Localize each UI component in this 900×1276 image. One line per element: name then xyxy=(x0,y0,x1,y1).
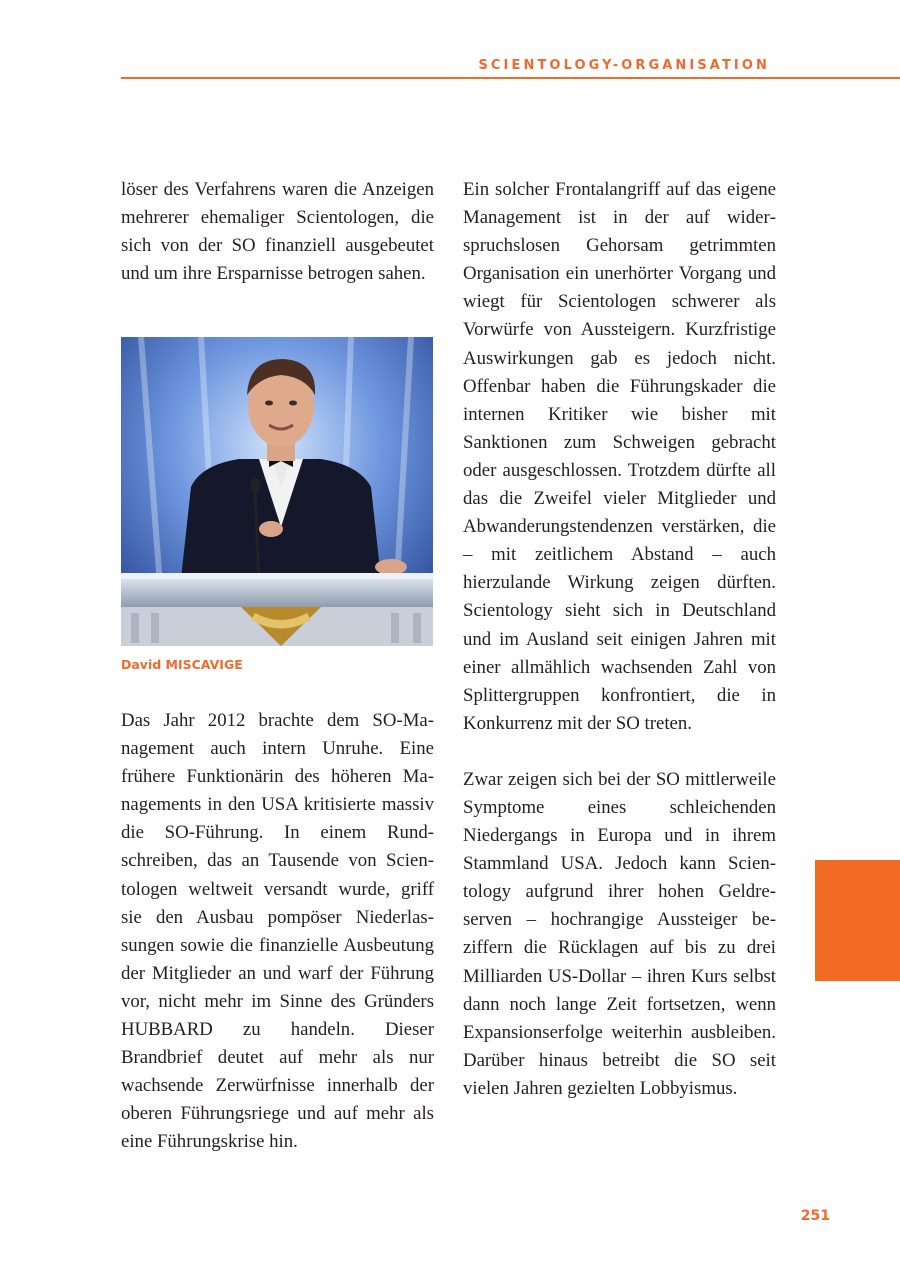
paragraph-continuation: löser des Verfahrens waren die Anzeigen mehrerer ehemaliger Scientologen, die sich von der SO finanziell ausgebeutet und um ihre Ersparnisse betrogen sahen. xyxy=(121,179,434,285)
header-rule xyxy=(121,77,900,79)
paragraph-niedergang: Zwar zeigen sich bei der SO mittlerweile Symptome eines schleichenden Niedergangs in Europa und in ihrem Stammland USA. Jedoch kann Scientology aufgrund ihrer hohen Geldreserven – hochrangige Aussteiger beziffern die Rücklagen auf bis zu drei Milliarden US-Dollar – ihren Kurs selbst dann noch lange Zeit fortsetzen, wenn Expansionserfolge weiterhin ausbleiben. Darüber hinaus betreibt die SO seit vielen Jahren gezielten Lobbyismus. xyxy=(463,768,776,1099)
page-number: 251 xyxy=(800,1208,830,1224)
photo-caption: David MISCAVIGE xyxy=(121,657,243,672)
portrait-photo xyxy=(121,337,433,646)
left-column-top xyxy=(121,176,434,288)
paragraph-2012: Das Jahr 2012 brachte dem SO-Management auch intern Unruhe. Eine frühere Funktionärin des höheren Managements in den USA kritisierte massiv die SO-Führung. In einem Rundschreiben, das an Tausende von Scientologen weltweit versandt wurde, griff sie den Ausbau pompöser Niederlassungen sowie die finanzielle Ausbeutung der Mitglieder an und warf der Führung vor, nicht mehr im Sinne des Gründers HUBBARD zu handeln. Dieser Brandbrief deutet auf mehr als nur wachsende Zerwürfnisse innerhalb der oberen Führungsriege und auf mehr als eine Führungskrise hin. xyxy=(121,710,434,1153)
left-column-bottom xyxy=(121,707,434,1157)
right-column xyxy=(463,176,776,1103)
paragraph-frontalangriff: Ein solcher Frontalangriff auf das eigene Management ist in der auf widerspruchslosen Gehorsam getrimmten Organisation ein unerhörter Vorgang und wiegt für Scientologen schwerer als Vorwürfe von Aussteigern. Kurzfristige Auswirkungen gab es jedoch nicht. Offenbar haben die Führungskader die internen Kritiker wie bisher mit Sanktionen zum Schweigen gebracht oder ausgeschlossen. Trotzdem dürfte all das die Zweifel vieler Mitglieder und Abwanderungstendenzen verstärken, die – mit zeitlichem Abstand – auch hierzulande Wirkung zeigen dürften. Scientology sieht sich in Deutschland und im Ausland seit einigen Jahren mit einer allmählich wachsenden Zahl von Splittergruppen konfrontiert, die in Konkurrenz mit der SO treten. xyxy=(463,179,776,734)
chapter-tab-marker xyxy=(815,860,900,981)
running-header: SCIENTOLOGY-ORGANISATION xyxy=(478,58,770,73)
